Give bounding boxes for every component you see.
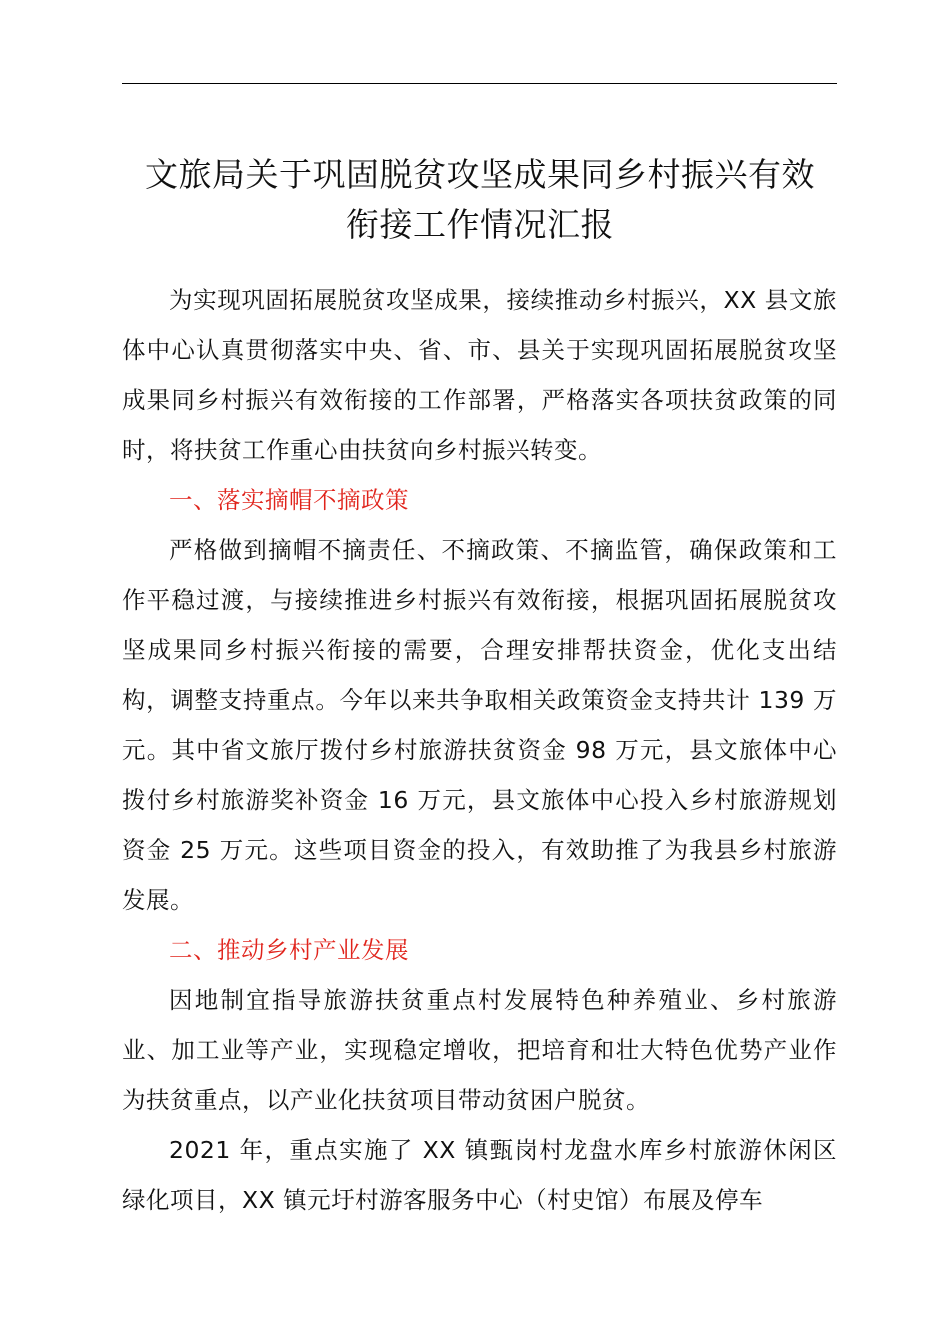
document-title <box>100 150 860 250</box>
header-rule <box>122 83 837 84</box>
document-body <box>122 275 837 1225</box>
title-line-1: 文旅局关于巩固脱贫攻坚成果同乡村振兴有效 <box>145 155 815 194</box>
section-1-paragraph: 严格做到摘帽不摘责任、不摘政策、不摘监管，确保政策和工作平稳过渡，与接续推进乡村振兴有效衔接，根据巩固拓展脱贫攻坚成果同乡村振兴衔接的需要，合理安排帮扶资金，优化支出结构，调整支持重点。今年以来共争取相关政策资金支持共计 139 万元。其中省文旅厅拨付乡村旅游扶贫资金 98 万元，县文旅体中心拨付乡村旅游奖补资金 16 万元，县文旅体中心投入乡村旅游规划资金 25 万元。这些项目资金的投入，有效助推了为我县乡村旅游发展。 <box>122 536 837 914</box>
section-2-paragraph-2: 2021 年，重点实施了 XX 镇甄岗村龙盘水库乡村旅游休闲区绿化项目，XX 镇元圩村游客服务中心（村史馆）布展及停车 <box>122 1136 837 1214</box>
section-1-heading: 一、落实摘帽不摘政策 <box>169 486 409 514</box>
title-line-2: 衔接工作情况汇报 <box>346 205 614 244</box>
section-2-paragraph-1: 因地制宜指导旅游扶贫重点村发展特色种养殖业、乡村旅游业、加工业等产业，实现稳定增收，把培育和壮大特色优势产业作为扶贫重点，以产业化扶贫项目带动贫困户脱贫。 <box>122 986 837 1114</box>
intro-paragraph: 为实现巩固拓展脱贫攻坚成果，接续推动乡村振兴，XX 县文旅体中心认真贯彻落实中央、省、市、县关于实现巩固拓展脱贫攻坚成果同乡村振兴有效衔接的工作部署，严格落实各项扶贫政策的同时，将扶贫工作重心由扶贫向乡村振兴转变。 <box>122 286 837 464</box>
section-2-heading: 二、推动乡村产业发展 <box>169 936 409 964</box>
